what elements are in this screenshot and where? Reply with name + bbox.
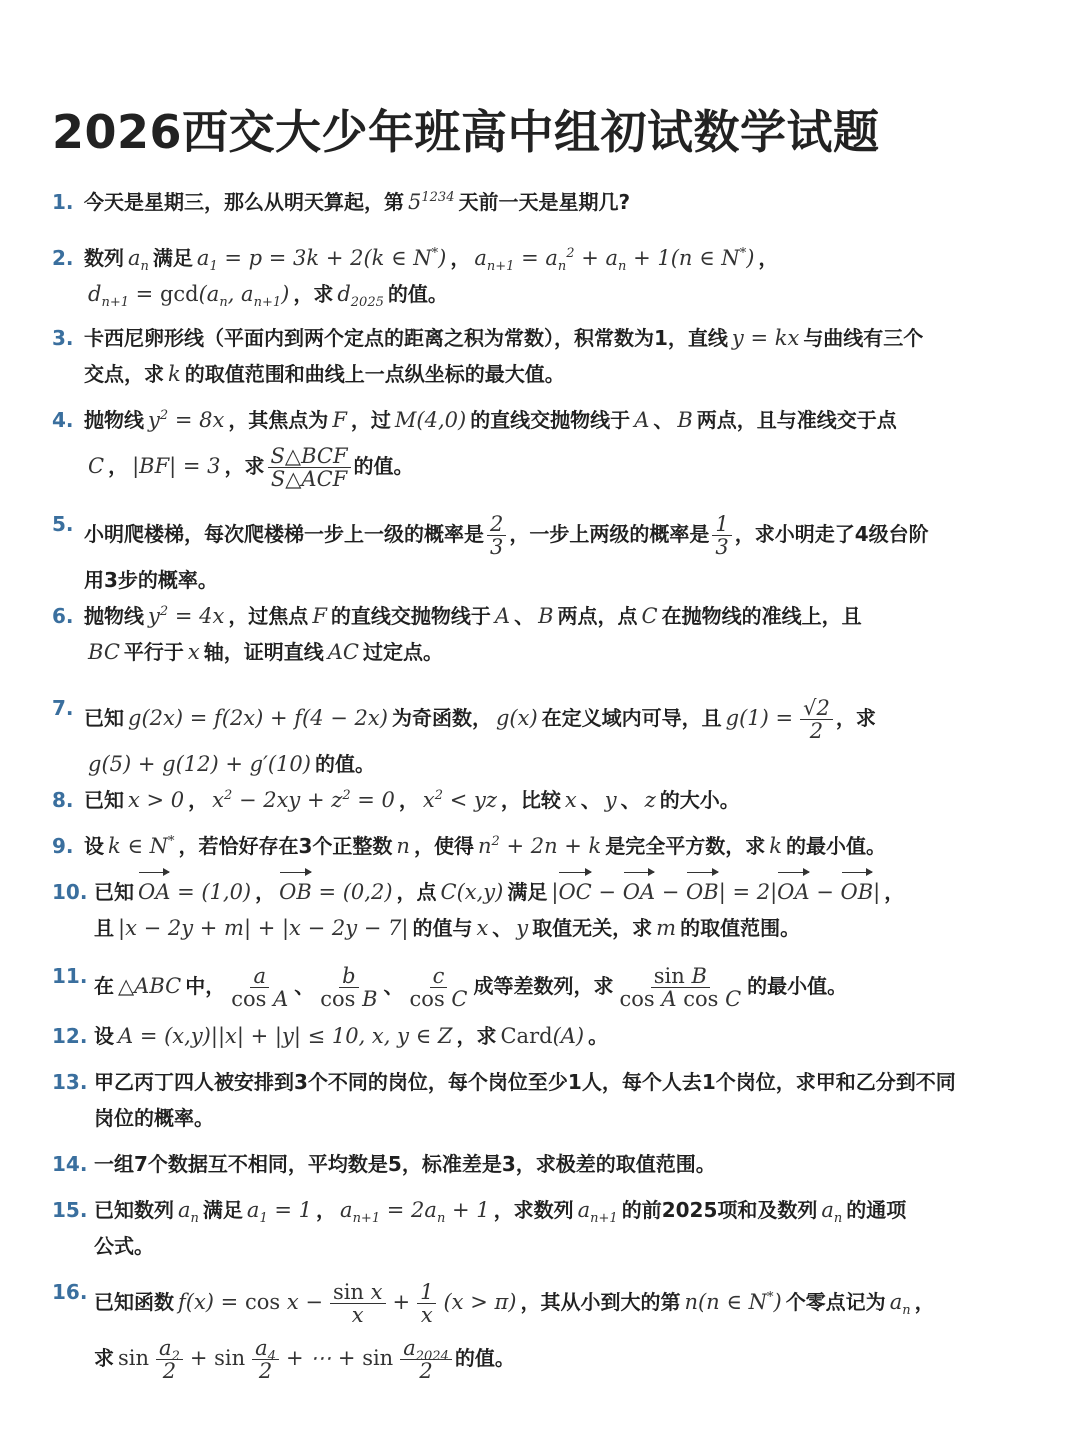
- math-expression: OA = (1,0): [138, 880, 251, 904]
- math-expression: Card(A): [500, 1024, 585, 1048]
- question-item: [52, 690, 1032, 782]
- text-run: 的值。: [314, 752, 375, 776]
- math-expression: |x − 2y + m| + |x − 2y − 7|: [118, 916, 409, 940]
- question-line: [84, 276, 1032, 312]
- fraction-numerator: sin x: [330, 1281, 386, 1304]
- math-expression: $d_{2025}$: [337, 282, 384, 311]
- text-run: 的取值范围和曲线上一点纵坐标的最大值。: [184, 362, 565, 386]
- vector-arrow: OA: [777, 874, 809, 910]
- question-line: [84, 746, 1032, 782]
- text-run: 交点，求: [84, 362, 164, 386]
- vector-arrow: OB: [841, 874, 874, 910]
- text-run: 且: [94, 916, 114, 940]
- text-run: 、: [294, 974, 315, 998]
- text-run: 一组7个数据互不相同，平均数是5，标准差是3，求极差的取值范围。: [94, 1152, 716, 1176]
- text-run: 过定点。: [362, 640, 443, 664]
- math-expression: x: [187, 640, 200, 664]
- math-expression: $5^{1234}$: [408, 190, 455, 214]
- question-item: [52, 782, 1032, 818]
- fraction-denominator: cos A: [231, 987, 289, 1011]
- math-expression: F: [332, 408, 347, 432]
- text-run: 两点，点: [557, 604, 638, 628]
- fraction-numerator: b: [339, 965, 358, 988]
- text-run: ，若恰好存在3个正整数: [178, 834, 393, 858]
- vector-arrow: OC: [558, 874, 591, 910]
- math-expression: A: [634, 408, 650, 432]
- math-expression: x > 0: [128, 788, 185, 812]
- text-run: ，求数列: [493, 1198, 574, 1222]
- text-run: 的最小值。: [786, 834, 887, 858]
- question-line: [84, 828, 1032, 864]
- question-item: [52, 320, 1032, 392]
- vector-arrow: OB: [279, 874, 312, 910]
- fraction-numerator: $a_{2024}$: [400, 1337, 452, 1360]
- text-run: 取值无关，求: [532, 916, 653, 940]
- fraction-numerator: 1: [417, 1281, 436, 1304]
- text-run: 公式。: [94, 1234, 154, 1258]
- question-number: 10.: [52, 880, 88, 904]
- question-text: [94, 1018, 1032, 1054]
- question-item: [52, 184, 1032, 220]
- text-run: ，: [914, 1290, 935, 1314]
- text-run: 中，: [185, 974, 226, 998]
- text-run: ，求: [835, 706, 876, 730]
- question-text: [94, 1064, 1032, 1136]
- math-expression: x: [476, 916, 489, 940]
- math-expression: + ⋯ + sin: [285, 1346, 394, 1370]
- fraction-denominator: x: [351, 1303, 364, 1327]
- math-expression: n: [396, 834, 410, 858]
- vector-arrow: OB: [686, 874, 719, 910]
- math-fraction: [417, 1281, 436, 1326]
- fraction-numerator: 1: [712, 513, 731, 536]
- text-run: 数列: [84, 246, 124, 270]
- text-run: 的前2025项和及数列: [621, 1198, 818, 1222]
- math-expression: + sin: [189, 1346, 246, 1370]
- question-text: [94, 1192, 1032, 1264]
- question-line: [84, 240, 1032, 276]
- text-run: ，过焦点: [228, 604, 309, 628]
- question-line: [84, 320, 1032, 356]
- text-run: 为奇函数，: [391, 706, 492, 730]
- text-run: ，比较: [500, 788, 561, 812]
- fraction-denominator: 3: [715, 535, 729, 559]
- fraction-numerator: c: [430, 965, 448, 988]
- math-expression: $y^2 = 4x$: [148, 604, 225, 628]
- text-run: 满足: [152, 246, 193, 270]
- question-line: [84, 438, 1032, 494]
- question-line: [84, 634, 1032, 670]
- math-expression: C: [641, 604, 658, 628]
- text-run: 用3步的概率。: [84, 568, 218, 592]
- math-expression: $a_{n+1} = a_n^2 + a_n + 1(n$ ∈ N*): [474, 246, 755, 275]
- fraction-numerator: a: [250, 965, 269, 988]
- text-run: 已知数列: [94, 1198, 174, 1222]
- math-expression: $a_n$: [178, 1198, 199, 1227]
- math-expression: m: [656, 916, 677, 940]
- question-number: 2.: [52, 246, 74, 270]
- question-item: [52, 598, 1032, 670]
- math-expression: $n^2 + 2n + k$: [477, 834, 602, 858]
- math-expression: AC: [327, 640, 359, 664]
- question-item: [52, 240, 1032, 312]
- text-run: 的大小。: [659, 788, 740, 812]
- question-item: [52, 1274, 1032, 1386]
- fraction-numerator: $a_2$: [156, 1337, 183, 1360]
- math-expression: B: [538, 604, 554, 628]
- math-expression: $y^2 = 8x$: [148, 408, 225, 432]
- text-run: ，其焦点为: [228, 408, 329, 432]
- text-run: 今天是星期三，那么从明天算起，第: [84, 190, 404, 214]
- question-line: [84, 562, 1032, 598]
- text-run: 求: [94, 1346, 114, 1370]
- math-expression: y: [604, 788, 617, 812]
- text-run: ，使得: [413, 834, 474, 858]
- question-number: 6.: [52, 604, 74, 628]
- fraction-numerator: $a_4$: [252, 1337, 279, 1360]
- text-run: 成等差数列，求: [473, 974, 614, 998]
- text-run: 天前一天是星期几?: [458, 190, 631, 214]
- question-text: [84, 598, 1032, 670]
- question-number: 13.: [52, 1070, 88, 1094]
- math-expression: z: [644, 788, 656, 812]
- math-expression: y: [516, 916, 529, 940]
- math-expression: g(2x) = f(2x) + f(4 − 2x): [128, 706, 388, 730]
- math-expression: $a_n$: [128, 246, 149, 275]
- question-item: [52, 828, 1032, 864]
- math-expression: g(5) + g(12) + g′(10): [88, 752, 311, 776]
- question-text: [84, 828, 1032, 864]
- math-fraction: [712, 513, 731, 558]
- question-item: [52, 506, 1032, 598]
- question-line: [84, 690, 1032, 746]
- question-line: [84, 598, 1032, 634]
- math-fraction: [317, 965, 380, 1010]
- question-item: [52, 1146, 1032, 1182]
- question-item: [52, 958, 1032, 1014]
- question-line: [94, 1192, 1032, 1228]
- question-line: [84, 506, 1032, 562]
- text-run: 抛物线: [84, 408, 144, 432]
- text-run: 设: [84, 834, 104, 858]
- text-run: ，: [316, 1198, 337, 1222]
- text-run: 的直线交抛物线于: [330, 604, 491, 628]
- text-run: 、: [383, 974, 404, 998]
- question-line: [84, 402, 1032, 438]
- text-run: 。: [588, 1024, 609, 1048]
- question-number: 1.: [52, 190, 74, 214]
- math-expression: g(1) =: [725, 706, 794, 730]
- math-expression: $x^2 - 2xy + z^2 = 0$: [212, 788, 395, 812]
- text-run: ，过: [350, 408, 391, 432]
- question-number: 11.: [52, 964, 88, 988]
- math-expression: $x^2$ < yz: [422, 788, 497, 812]
- math-expression: g(x): [495, 706, 538, 730]
- question-text: [84, 690, 1032, 782]
- question-number: 3.: [52, 326, 74, 350]
- text-run: 小明爬楼梯，每次爬楼梯一步上一级的概率是: [84, 522, 484, 546]
- question-line: [94, 958, 1032, 1014]
- question-line: [94, 1330, 1032, 1386]
- math-expression: $a_1 = 1$: [246, 1198, 313, 1227]
- math-fraction: [800, 697, 833, 742]
- text-run: 平行于: [123, 640, 184, 664]
- math-expression: n(n ∈ N*): [684, 1290, 782, 1314]
- fraction-denominator: 2: [419, 1359, 433, 1383]
- text-run: 、: [653, 408, 674, 432]
- text-run: ，求: [224, 454, 265, 478]
- math-fraction: [400, 1337, 452, 1382]
- text-run: 、: [580, 788, 601, 812]
- question-number: 14.: [52, 1152, 88, 1176]
- math-expression: |BF| = 3: [132, 454, 221, 478]
- math-fraction: [268, 445, 351, 490]
- text-run: ，: [398, 788, 419, 812]
- vector-arrow: OA: [138, 874, 170, 910]
- question-line: [94, 1274, 1032, 1330]
- text-run: 满足: [507, 880, 548, 904]
- math-expression: A: [494, 604, 511, 628]
- vector-arrow: OA: [623, 874, 655, 910]
- text-run: ，: [255, 880, 276, 904]
- math-expression: $a_n$: [889, 1290, 911, 1319]
- question-text: [84, 320, 1032, 392]
- text-run: 的取值范围。: [680, 916, 801, 940]
- question-item: [52, 402, 1032, 494]
- question-line: [94, 1100, 1032, 1136]
- text-run: 与曲线有三个: [803, 326, 924, 350]
- text-run: 满足: [202, 1198, 243, 1222]
- math-expression: $d_{n+1} = \gcd(a_n$, $a_{n+1}$): [88, 282, 290, 311]
- math-fraction: [487, 513, 506, 558]
- math-expression: B: [677, 408, 693, 432]
- math-expression: k: [769, 834, 783, 858]
- question-number: 12.: [52, 1024, 88, 1048]
- text-run: 抛物线: [84, 604, 144, 628]
- text-run: 卡西尼卵形线（平面内到两个定点的距离之积为常数），积常数为1，直线: [84, 326, 728, 350]
- text-run: 、: [514, 604, 535, 628]
- text-run: 已知: [94, 880, 134, 904]
- text-run: 在定义域内可导，且: [541, 706, 722, 730]
- text-run: 已知: [84, 706, 124, 730]
- question-number: 5.: [52, 512, 74, 536]
- question-line: [84, 184, 1032, 220]
- text-run: 的值。: [387, 282, 448, 306]
- text-run: 已知函数: [94, 1290, 174, 1314]
- question-text: [84, 184, 1032, 220]
- text-run: ，一步上两级的概率是: [509, 522, 710, 546]
- math-expression: $a_{n+1} = 2a_n + 1$: [340, 1198, 490, 1227]
- text-run: ，: [108, 454, 129, 478]
- text-run: 的直线交抛物线于: [470, 408, 631, 432]
- question-line: [84, 782, 1032, 818]
- question-item: [52, 1064, 1032, 1136]
- question-number: 9.: [52, 834, 74, 858]
- math-fraction: [616, 965, 744, 1010]
- question-line: [94, 1228, 1032, 1264]
- text-run: 岗位的概率。: [94, 1106, 214, 1130]
- math-expression: k ∈ N*: [108, 834, 175, 858]
- math-fraction: [407, 965, 471, 1010]
- text-run: 设: [94, 1024, 114, 1048]
- fraction-denominator: 2: [809, 719, 824, 743]
- math-expression: sin: [118, 1346, 150, 1370]
- text-run: ，: [758, 246, 779, 270]
- math-fraction: [252, 1337, 279, 1382]
- math-expression: $a_n$: [821, 1198, 843, 1227]
- question-item: [52, 1018, 1032, 1054]
- fraction-denominator: x: [420, 1303, 433, 1327]
- question-line: [94, 1146, 1032, 1182]
- math-expression: OB = (0,2): [279, 880, 392, 904]
- math-fraction: [156, 1337, 183, 1382]
- text-run: 在: [94, 974, 114, 998]
- math-expression: k: [168, 362, 181, 386]
- question-text: [94, 874, 1032, 946]
- math-expression: (x > π): [443, 1290, 517, 1314]
- math-expression: C: [88, 454, 105, 478]
- question-line: [94, 1018, 1032, 1054]
- page-title: 2026西交大少年班高中组初试数学试题: [52, 105, 880, 159]
- question-text: [94, 1146, 1032, 1182]
- text-run: ，点: [396, 880, 437, 904]
- text-run: ，: [450, 246, 471, 270]
- question-number: 15.: [52, 1198, 88, 1222]
- math-expression: M(4,0): [394, 408, 467, 432]
- fraction-denominator: 2: [162, 1359, 177, 1383]
- question-item: [52, 1192, 1032, 1264]
- math-expression: F: [312, 604, 327, 628]
- text-run: 、: [492, 916, 513, 940]
- text-run: 是完全平方数，求: [605, 834, 766, 858]
- math-fraction: [228, 965, 291, 1010]
- question-item: [52, 874, 1032, 946]
- text-run: 的值。: [454, 1346, 515, 1370]
- math-expression: +: [392, 1290, 411, 1314]
- math-expression: x: [564, 788, 577, 812]
- math-expression: △ABC: [118, 974, 182, 998]
- fraction-denominator: cos B: [320, 987, 378, 1011]
- text-run: 个零点记为: [785, 1290, 886, 1314]
- question-text: [84, 782, 1032, 818]
- question-text: [84, 240, 1032, 312]
- text-run: 在抛物线的准线上，且: [661, 604, 862, 628]
- question-text: [94, 958, 1032, 1014]
- fraction-numerator: 2: [487, 513, 506, 536]
- text-run: ，求: [456, 1024, 497, 1048]
- question-number: 7.: [52, 696, 74, 720]
- text-run: ，: [188, 788, 209, 812]
- fraction-denominator: S△ACF: [270, 467, 348, 491]
- question-line: [94, 910, 1032, 946]
- text-run: 的值。: [353, 454, 414, 478]
- math-fraction: [330, 1281, 386, 1326]
- fraction-numerator: √2: [800, 697, 833, 720]
- question-text: [84, 402, 1032, 494]
- math-expression: C(x,y): [440, 880, 504, 904]
- math-expression: $a_{n+1}$: [577, 1198, 618, 1227]
- text-run: 甲乙丙丁四人被安排到3个不同的岗位，每个岗位至少1人，每个人去1个岗位，求甲和乙分到不同: [94, 1070, 956, 1094]
- text-run: ，其从小到大的第: [520, 1290, 681, 1314]
- fraction-numerator: S△BCF: [268, 445, 351, 468]
- question-number: 16.: [52, 1280, 88, 1304]
- question-line: [94, 874, 1032, 910]
- fraction-denominator: 3: [490, 535, 504, 559]
- fraction-denominator: 2: [258, 1359, 273, 1383]
- math-expression: $a_1 = p = 3k + 2(k$ ∈ N*): [196, 246, 447, 275]
- question-text: [94, 1274, 1032, 1386]
- question-text: [84, 506, 1032, 598]
- text-run: ，: [884, 880, 905, 904]
- text-run: 轴，证明直线: [203, 640, 324, 664]
- math-expression: y = kx: [731, 326, 800, 350]
- text-run: 已知: [84, 788, 124, 812]
- math-expression: A = (x,y)||x| + |y| ≤ 10, x, y ∈ Z: [118, 1024, 453, 1048]
- fraction-denominator: cos A cos C: [619, 987, 742, 1011]
- text-run: ，求: [293, 282, 334, 306]
- text-run: 、: [620, 788, 641, 812]
- text-run: ，求小明走了4级台阶: [734, 522, 929, 546]
- text-run: 两点，且与准线交于点: [696, 408, 897, 432]
- math-expression: |OC − OA − OB| = 2|OA − OB|: [551, 880, 880, 904]
- text-run: 的最小值。: [747, 974, 848, 998]
- question-number: 8.: [52, 788, 74, 812]
- math-expression: f(x) = cos x −: [178, 1290, 323, 1314]
- fraction-denominator: cos C: [409, 987, 468, 1011]
- question-line: [94, 1064, 1032, 1100]
- fraction-numerator: sin B: [651, 965, 710, 988]
- text-run: 的通项: [846, 1198, 907, 1222]
- text-run: 的值与: [412, 916, 473, 940]
- question-line: [84, 356, 1032, 392]
- question-number: 4.: [52, 408, 74, 432]
- math-expression: BC: [88, 640, 120, 664]
